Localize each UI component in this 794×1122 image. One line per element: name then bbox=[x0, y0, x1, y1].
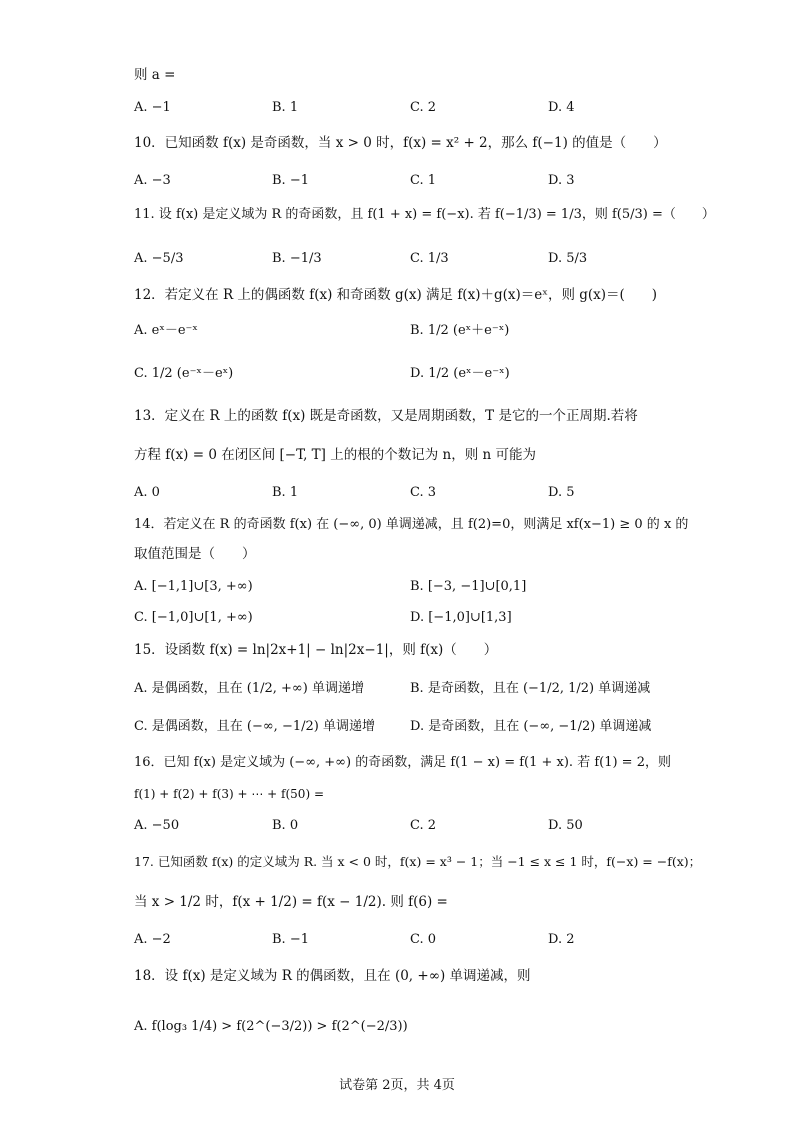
q10-option-a[interactable]: A. −3 bbox=[134, 173, 171, 188]
q12-option-d[interactable]: D. 1/2 (eˣ－e⁻ˣ) bbox=[410, 366, 510, 381]
q16-option-c[interactable]: C. 2 bbox=[410, 818, 437, 833]
q13-option-d[interactable]: D. 5 bbox=[548, 485, 575, 500]
q14-option-a[interactable]: A. [−1,1]∪[3, +∞) bbox=[134, 579, 253, 594]
q17-stem-line2: 当 x > 1/2 时，f(x + 1/2) = f(x − 1/2). 则 f(6) = bbox=[134, 894, 448, 910]
q18-stem: 18．设 f(x) 是定义域为 R 的偶函数，且在 (0, +∞) 单调递减，则 bbox=[134, 968, 531, 984]
q15-option-a[interactable]: A. 是偶函数，且在 (1/2, +∞) 单调递增 bbox=[134, 681, 364, 696]
q17-option-a[interactable]: A. −2 bbox=[134, 932, 171, 947]
q16-stem-line1: 16．已知 f(x) 是定义域为 (−∞, +∞) 的奇函数，满足 f(1 − x) = f(1 + x). 若 f(1) = 2，则 bbox=[134, 755, 671, 770]
q16-stem-line2: f(1) + f(2) + f(3) + ⋯ + f(50) = bbox=[134, 787, 324, 801]
q14-option-b[interactable]: B. [−3, −1]∪[0,1] bbox=[410, 579, 527, 594]
q9-tail: 则 a = bbox=[134, 67, 176, 83]
q17-option-b[interactable]: B. −1 bbox=[272, 932, 309, 947]
q13-option-a[interactable]: A. 0 bbox=[134, 485, 160, 500]
q12-option-b[interactable]: B. 1/2 (eˣ＋e⁻ˣ) bbox=[410, 323, 510, 338]
q10-option-b[interactable]: B. −1 bbox=[272, 173, 309, 188]
q9-option-b[interactable]: B. 1 bbox=[272, 100, 299, 115]
q10-option-c[interactable]: C. 1 bbox=[410, 173, 437, 188]
q12-option-c[interactable]: C. 1/2 (e⁻ˣ－eˣ) bbox=[134, 366, 234, 381]
q15-option-d[interactable]: D. 是奇函数，且在 (−∞, −1/2) 单调递减 bbox=[410, 719, 652, 734]
q9-option-c[interactable]: C. 2 bbox=[410, 100, 437, 115]
q17-stem-line1: 17. 已知函数 f(x) 的定义域为 R. 当 x < 0 时，f(x) = x³ − 1；当 −1 ≤ x ≤ 1 时，f(−x) = −f(x)； bbox=[134, 854, 702, 869]
q18-option-a[interactable]: A. f(log₃ 1/4) > f(2^(−3/2)) > f(2^(−2/3)) bbox=[134, 1019, 408, 1034]
q11-option-a[interactable]: A. −5/3 bbox=[134, 251, 184, 266]
q11-stem: 11. 设 f(x) 是定义域为 R 的奇函数，且 f(1 + x) = f(−x). 若 f(−1/3) = 1/3，则 f(5/3) =（ ） bbox=[134, 207, 715, 222]
page-footer: 试卷第 2页，共 4页 bbox=[339, 1078, 455, 1093]
q12-option-a[interactable]: A. eˣ－e⁻ˣ bbox=[134, 323, 198, 338]
q17-option-c[interactable]: C. 0 bbox=[410, 932, 437, 947]
q14-stem-line1: 14．若定义在 R 的奇函数 f(x) 在 (−∞, 0) 单调递减，且 f(2)=0，则满足 xf(x−1) ≥ 0 的 x 的 bbox=[134, 517, 689, 532]
q16-option-a[interactable]: A. −50 bbox=[134, 818, 180, 833]
q16-option-b[interactable]: B. 0 bbox=[272, 818, 299, 833]
q11-option-c[interactable]: C. 1/3 bbox=[410, 251, 449, 266]
q12-stem: 12．若定义在 R 上的偶函数 f(x) 和奇函数 g(x) 满足 f(x)＋g(x)＝eˣ，则 g(x)＝( ) bbox=[134, 287, 658, 303]
q15-option-b[interactable]: B. 是奇函数，且在 (−1/2, 1/2) 单调递减 bbox=[410, 681, 651, 696]
q15-stem: 15．设函数 f(x) = ln|2x+1| − ln|2x−1|，则 f(x)（ ） bbox=[134, 642, 498, 658]
q9-option-a[interactable]: A. −1 bbox=[134, 100, 171, 115]
q10-stem: 10．已知函数 f(x) 是奇函数，当 x > 0 时，f(x) = x² + 2，那么 f(−1) 的值是（ ） bbox=[134, 135, 667, 151]
q14-stem-line2: 取值范围是（ ） bbox=[134, 546, 256, 562]
q15-option-c[interactable]: C. 是偶函数，且在 (−∞, −1/2) 单调递增 bbox=[134, 719, 375, 734]
q13-stem-line1: 13．定义在 R 上的函数 f(x) 既是奇函数，又是周期函数，T 是它的一个正周期.若将 bbox=[134, 408, 638, 424]
q11-option-b[interactable]: B. −1/3 bbox=[272, 251, 322, 266]
q9-option-d[interactable]: D. 4 bbox=[548, 100, 575, 115]
q11-option-d[interactable]: D. 5/3 bbox=[548, 251, 588, 266]
q13-stem-line2: 方程 f(x) = 0 在闭区间 [−T, T] 上的根的个数记为 n，则 n 可能为 bbox=[134, 447, 537, 463]
q17-option-d[interactable]: D. 2 bbox=[548, 932, 575, 947]
q16-option-d[interactable]: D. 50 bbox=[548, 818, 583, 833]
q13-option-c[interactable]: C. 3 bbox=[410, 485, 437, 500]
q14-option-d[interactable]: D. [−1,0]∪[1,3] bbox=[410, 610, 512, 625]
q10-option-d[interactable]: D. 3 bbox=[548, 173, 575, 188]
q13-option-b[interactable]: B. 1 bbox=[272, 485, 299, 500]
q14-option-c[interactable]: C. [−1,0]∪[1, +∞) bbox=[134, 610, 253, 625]
